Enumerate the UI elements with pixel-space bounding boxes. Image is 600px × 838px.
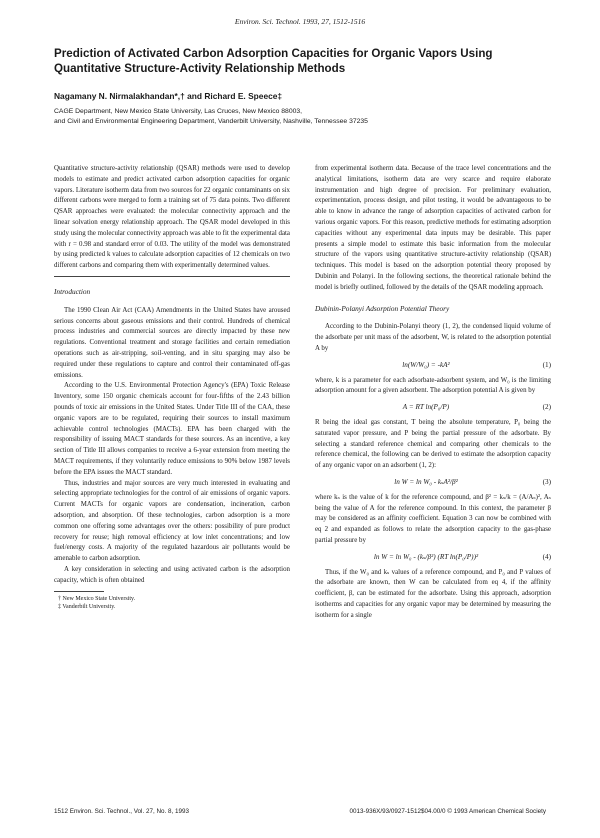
paragraph: where, k is a parameter for each adsorbate-adsorbent system, and W₀ is the limiting adsorption amount for a given adsorbent. The adsorption potential A is given by	[315, 376, 551, 395]
equation-number: (3)	[542, 477, 551, 486]
footer-copyright: 0013-936X/93/0927-1512$04.00/0 © 1993 American Chemical Society	[349, 808, 546, 815]
paragraph: According to the U.S. Environmental Protection Agency's (EPA) Toxic Release Inventory, some 150 organic chemicals account for four-fifths of the 2.43 billion pounds of toxic air emissions in the United States. Under Title III of the CAA, these organic vapors are to be regulated, requiring their sources to install maximum achievable control technologies (MACTs). EPA has been charged with the responsibility of issuing MACT standards for these sources. As an incentive, a key section of Title III allows companies to receive a 6-year extension from meeting the MACT requirements, if they voluntarily reduce emissions to 90% below 1987 levels before the EPA issues the MACT standard.	[54, 382, 290, 476]
section-heading-introduction: Introduction	[54, 286, 91, 296]
paragraph: A key consideration in selecting and using activated carbon is the adsorption capacity, which is often obtained	[54, 565, 290, 584]
equation-number: (4)	[542, 552, 551, 561]
equation-expression: ln(W/W₀) = -kA²	[402, 360, 450, 369]
paragraph: R being the ideal gas constant, T being the absolute temperature, P₀ being the saturated vapor pressure, and P being the partial pressure of the adsorbate. By selecting a standard reference chemical and comparing other chemicals to the reference chemical, the following can be derived to estimate the adsorption capacity of any organic vapor on an adsorbent (1, 2):	[315, 418, 551, 470]
equation-3	[315, 477, 551, 488]
equation-4	[315, 552, 551, 563]
equation-2	[315, 402, 551, 413]
left-column	[54, 164, 290, 611]
equation-number: (1)	[542, 360, 551, 369]
page-footer	[54, 808, 546, 815]
affiliation-line: CAGE Department, New Mexico State University, Las Cruces, New Mexico 88003,	[54, 108, 303, 115]
equation-1	[315, 360, 551, 371]
equation-expression: A = RT ln(P₀/P)	[402, 403, 450, 412]
equation-number: (2)	[542, 403, 551, 412]
journal-citation: Environ. Sci. Technol. 1993, 27, 1512-1516	[234, 17, 366, 26]
paragraph: Thus, industries and major sources are very much interested in evaluating and selecting appropriate technologies for the control of air emissions of organic vapors. Current MACTs for organic vapors are condensation, incineration, carbon adsorption, and absorption. Of these technologies, carbon adsorption is a more common one offering some advantages over the others: possibility of pure product recovery for reuse; high removal efficiency at low inlet concentrations; and low fuel/energy costs. A majority of the regulated hazardous air pollutants would be amenable to carbon adsorption.	[54, 479, 290, 563]
authors: Nagamany N. Nirmalakhandan*,† and Richard E. Speece‡	[54, 91, 283, 101]
paper-title: Prediction of Activated Carbon Adsorption Capacities for Organic Vapors Using Quantitative Structure-Activity Relationship Methods	[54, 47, 493, 75]
equation-expression: ln W = ln W₀ - kₛA²/β²	[394, 477, 458, 486]
affiliation-line: and Civil and Environmental Engineering Department, Vanderbilt University, Nashville, Tennessee 37235	[54, 118, 368, 125]
footnote: † New Mexico State University.	[58, 596, 136, 603]
right-column	[315, 164, 551, 621]
affiliation	[54, 107, 554, 127]
footnote-divider	[54, 591, 104, 592]
paragraph: where kₛ is the value of k for the reference compound, and β² = kₛ/k = (A/Aₛ)², Aₛ being the value of A for the reference compound. In this context, the parameter β may be considered as an affinity coefficient. Equation 3 can now be combined with eq 2 and expanded as follows to relate the adsorption capacity to the gas-phase partial pressure by	[315, 493, 551, 544]
paragraph: The 1990 Clean Air Act (CAA) Amendments in the United States have aroused serious concerns about gaseous emissions and their control. Hundreds of chemical process industries and commercial sources are directly impacted by these new regulations. Conventional treatment and storage facilities and certain remediation operations such as air-stripping, soil-venting, and in situ sparging may also be required under these regulations to capture and control their contaminated off-gas emissions.	[54, 306, 290, 379]
paragraph: According to the Dubinin-Polanyi theory (1, 2), the condensed liquid volume of the adsorbate per unit mass of the adsorbent, W, is related to the adsorption potential A by	[315, 323, 551, 352]
abstract: Quantitative structure-activity relationship (QSAR) methods were used to develop models to estimate and predict activated carbon adsorption capacities for organic vapors. Literature isotherm data from two sources for 22 organic contaminants on six different carbons were merged to form a training set of 75 data points. Two different QSAR approaches were evaluated: the molecular connectivity approach and the linear solvation energy relationship approach. The QSAR model developed in this study using the molecular connectivity approach was able to fit the experimental data with r = 0.98 and standard error of 0.03. The utility of the model was demonstrated by using predicted k values to calculate adsorption capacities of 12 chemicals on two different carbons and comparing them with experimentally determined values.	[54, 165, 290, 270]
section-heading-theory: Dubinin-Polanyi Adsorption Potential Theory	[315, 303, 450, 313]
equation-expression: ln W = ln W₀ - (kₛ/β²) (RT ln(P₀/P))²	[373, 552, 479, 561]
paragraph: from experimental isotherm data. Because of the trace level concentrations and the analytical limitations, isotherm data are very scarce and require elaborate instrumentation and high degree of precision. For preliminary evaluation, experimentation, process design, and pilot testing, it would be advantageous to be able to know in advance the range of adsorption capacities of activated carbon for various organic vapors. For this reason, predictive methods for estimating adsorption capacities without any experimental data inputs may be desirable. This paper presents a simple model to estimate this basic information from the molecular structure of the vapors using quantitative structure-activity relationship (QSAR) techniques. This model is based on the adsorption potential theory proposed by Dubinin and Polanyi. In the following sections, the theoretical rationale behind the model is briefly outlined, followed by the details of the QSAR modeling approach.	[315, 165, 551, 291]
paragraph: Thus, if the W₀ and kₛ values of a reference compound, and P₀ and P values of the adsorbate are known, then W can be calculated from eq 4, if the affinity coefficient, β, can be estimated for the adsorbate. Using this approach, adsorption isotherms and capacities for any organic vapor may be determined by measuring the isotherm for a single	[315, 568, 551, 619]
abstract-divider	[54, 276, 290, 277]
footer-page-info: 1512 Environ. Sci. Technol., Vol. 27, No. 8, 1993	[54, 808, 190, 815]
footnote: ‡ Vanderbilt University.	[58, 604, 116, 611]
